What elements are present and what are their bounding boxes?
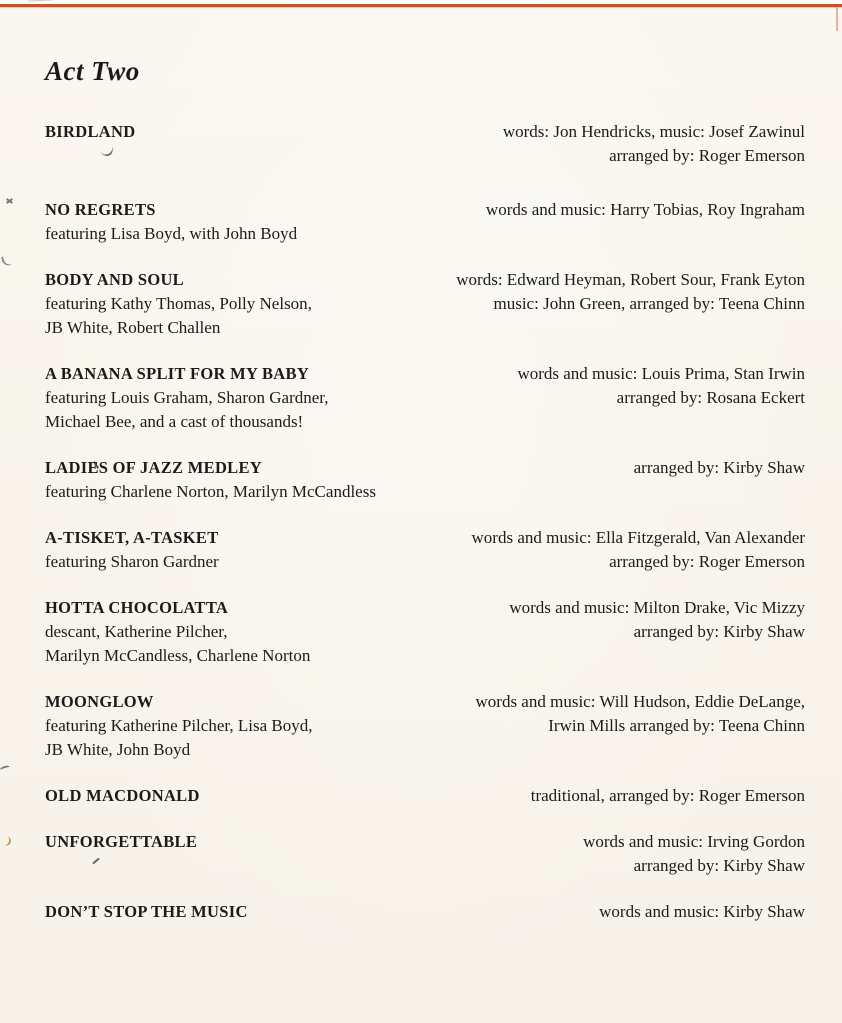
song-featuring <box>45 292 440 340</box>
pen-mark <box>1 255 11 266</box>
featuring-line: Michael Bee, and a cast of thousands! <box>45 412 304 431</box>
credit-line: music: John Green, arranged by: Teena Chinn <box>493 294 805 313</box>
credit-line: words: Jon Hendricks, music: Josef Zawinul <box>502 122 805 141</box>
song-entry <box>45 784 805 808</box>
song-entry <box>45 830 805 878</box>
song-left-column <box>45 900 583 924</box>
song-title: BODY AND SOUL <box>45 270 184 289</box>
act-title: Act Two <box>45 56 140 86</box>
song-credits <box>456 268 805 316</box>
song-credits <box>583 830 805 878</box>
song-featuring <box>45 714 460 762</box>
song-credits <box>476 690 806 738</box>
credit-line: words and music: Irving Gordon <box>583 832 805 851</box>
song-credits <box>599 900 805 924</box>
song-title: A BANANA SPLIT FOR MY BABY <box>45 364 310 383</box>
song-title: A-TISKET, A-TASKET <box>45 528 219 547</box>
credit-line: traditional, arranged by: Roger Emerson <box>530 786 805 805</box>
song-title: HOTTA CHOCOLATTA <box>45 598 229 617</box>
song-featuring <box>45 620 493 668</box>
song-featuring <box>45 386 501 434</box>
featuring-line: JB White, John Boyd <box>45 740 191 759</box>
credit-line: words and music: Milton Drake, Vic Mizzy <box>509 598 805 617</box>
song-featuring <box>45 222 470 246</box>
song-entry <box>45 268 805 340</box>
featuring-line: featuring Louis Graham, Sharon Gardner, <box>45 388 329 407</box>
song-title: DON’T STOP THE MUSIC <box>45 902 248 921</box>
song-featuring <box>45 550 456 574</box>
song-left-column <box>45 690 460 762</box>
song-title: OLD MACDONALD <box>45 786 200 805</box>
song-credits <box>517 362 805 410</box>
credit-line: arranged by: Rosana Eckert <box>616 388 805 407</box>
featuring-line: descant, Katherine Pilcher, <box>45 622 228 641</box>
song-title: UNFORGETTABLE <box>45 832 198 851</box>
song-left-column <box>45 596 493 668</box>
credit-line: words: Edward Heyman, Robert Sour, Frank Eyton <box>456 270 805 289</box>
song-left-column <box>45 120 487 144</box>
credit-line: arranged by: Roger Emerson <box>609 552 805 571</box>
credit-line: arranged by: Kirby Shaw <box>633 458 805 477</box>
credit-line: arranged by: Kirby Shaw <box>633 622 805 641</box>
song-entry <box>45 198 805 246</box>
song-left-column <box>45 830 567 854</box>
credit-line: words and music: Kirby Shaw <box>599 902 805 921</box>
song-credits <box>509 596 805 644</box>
scan-edge-tick <box>836 7 838 31</box>
pen-mark <box>6 198 13 204</box>
credit-line: words and music: Ella Fitzgerald, Van Alexander <box>471 528 805 547</box>
featuring-line: featuring Katherine Pilcher, Lisa Boyd, <box>45 716 313 735</box>
credit-line: Irwin Mills arranged by: Teena Chinn <box>548 716 805 735</box>
credit-line: arranged by: Kirby Shaw <box>633 856 805 875</box>
song-title: NO REGRETS <box>45 200 156 219</box>
pen-mark <box>0 765 11 773</box>
song-title: MOONGLOW <box>45 692 154 711</box>
song-left-column <box>45 198 470 246</box>
song-left-column <box>45 526 456 574</box>
song-entry <box>45 596 805 668</box>
song-left-column <box>45 456 618 504</box>
song-credits <box>531 784 805 808</box>
featuring-line: featuring Charlene Norton, Marilyn McCandless <box>45 482 376 501</box>
song-left-column <box>45 268 440 340</box>
song-credits <box>634 456 805 480</box>
program-content <box>45 55 805 946</box>
featuring-line: Marilyn McCandless, Charlene Norton <box>45 646 311 665</box>
credit-line: words and music: Harry Tobias, Roy Ingraham <box>485 200 805 219</box>
song-credits <box>486 198 805 222</box>
song-entry <box>45 526 805 574</box>
song-entry <box>45 362 805 434</box>
song-list <box>45 120 805 924</box>
song-entry <box>45 690 805 762</box>
song-credits <box>472 526 805 574</box>
song-featuring <box>45 480 618 504</box>
credit-line: arranged by: Roger Emerson <box>609 146 805 165</box>
song-title: BIRDLAND <box>45 122 136 141</box>
featuring-line: featuring Sharon Gardner <box>45 552 219 571</box>
credit-line: words and music: Will Hudson, Eddie DeLange, <box>475 692 805 711</box>
featuring-line: featuring Kathy Thomas, Polly Nelson, <box>45 294 312 313</box>
song-entry <box>45 900 805 924</box>
song-title: LADIES OF JAZZ MEDLEY <box>45 458 263 477</box>
song-entry <box>45 120 805 168</box>
credit-line: words and music: Louis Prima, Stan Irwin <box>517 364 805 383</box>
song-left-column <box>45 362 501 434</box>
song-left-column <box>45 784 515 808</box>
song-entry <box>45 456 805 504</box>
top-rule <box>0 4 842 7</box>
featuring-line: featuring Lisa Boyd, with John Boyd <box>45 224 298 243</box>
featuring-line: JB White, Robert Challen <box>45 318 221 337</box>
pen-mark <box>1 835 13 847</box>
song-credits <box>503 120 805 168</box>
